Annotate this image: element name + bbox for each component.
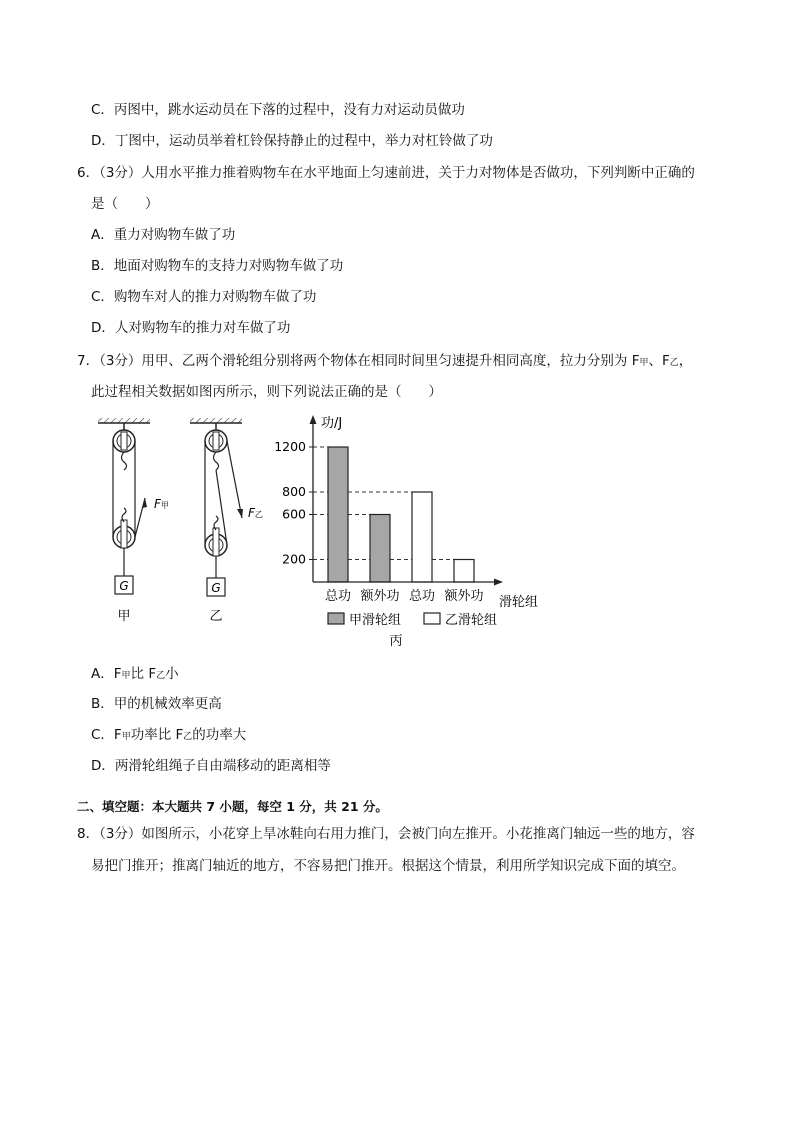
y-axis-arrow [310, 415, 317, 424]
q7-stem-line1: 7．（3分）用甲、乙两个滑轮组分别将两个物体在相同时间里匀速提升相同高度，拉力分别为 F甲、F乙， [77, 353, 693, 369]
pulley-yi [190, 418, 263, 624]
q6-option-c: C．购物车对人的推力对购物车做了功 [91, 289, 317, 305]
y-tick-label: 1200 [274, 439, 306, 454]
q5-option-c: C．丙图中，跳水运动员在下落的过程中，没有力对运动员做功 [91, 102, 465, 118]
q8-stem-line1: 8．（3分）如图所示，小花穿上旱冰鞋向右用力推门，会被门向左推开。小花推离门轴远一些的地方，容 [77, 826, 695, 842]
bar [412, 492, 432, 582]
caption-yi: 乙 [209, 609, 223, 624]
weight-label-yi: G [211, 581, 221, 595]
caption-bing: 丙 [389, 634, 403, 649]
q6-stem-line1: 6．（3分）人用水平推力推着购物车在水平地面上匀速前进，关于力对物体是否做功，下列判断中正确的 [77, 165, 695, 181]
force-label-yi: F乙 [248, 506, 263, 520]
legend-swatch [424, 613, 440, 624]
y-tick-label: 200 [282, 551, 306, 567]
x-tick-label: 总功 [408, 589, 436, 604]
y-tick-label: 800 [282, 484, 306, 499]
pulley-diagrams [90, 408, 290, 633]
q8-stem-line2: 易把门推开；推离门轴近的地方，不容易把门推开。根据这个情景，利用所学知识完成下面的填空。 [91, 858, 685, 874]
q7-option-d: D．两滑轮组绳子自由端移动的距离相等 [91, 758, 331, 774]
legend-swatch [328, 613, 344, 624]
q6-option-d: D．人对购物车的推力对车做了功 [91, 320, 291, 336]
bar [370, 515, 390, 583]
bar [454, 560, 474, 583]
weight-label-jia: G [119, 579, 129, 593]
q7-stem-line2: 此过程相关数据如图丙所示，则下列说法正确的是（ ） [91, 384, 442, 400]
legend-label: 甲滑轮组 [349, 613, 402, 628]
y-axis-label: 功/J [321, 416, 343, 431]
x-tick-label: 额外功 [444, 589, 484, 604]
q5-option-d: D．丁图中，运动员举着杠铃保持静止的过程中，举力对杠铃做了功 [91, 133, 493, 149]
x-tick-label: 总功 [324, 589, 352, 604]
bar [328, 447, 348, 582]
y-tick-label: 600 [282, 506, 306, 522]
force-label-jia: F甲 [154, 497, 169, 511]
x-axis-arrow [494, 579, 503, 586]
x-tick-label: 额外功 [360, 589, 400, 604]
x-axis-label: 滑轮组 [499, 595, 539, 610]
pulley-jia [98, 418, 169, 624]
legend-label: 乙滑轮组 [445, 613, 498, 628]
work-bar-chart [270, 405, 570, 660]
q7-option-b: B．甲的机械效率更高 [91, 696, 222, 712]
q6-option-b: B．地面对购物车的支持力对购物车做了功 [91, 258, 344, 274]
q6-stem-line2: 是（ ） [91, 196, 159, 212]
q6-option-a: A．重力对购物车做了功 [91, 227, 236, 243]
q7-option-c: C．F甲功率比 F乙的功率大 [91, 727, 247, 743]
caption-jia: 甲 [117, 609, 131, 624]
section-heading-fill-in: 二、填空题：本大题共 7 小题，每空 1 分，共 21 分。 [77, 799, 388, 814]
q7-option-a: A．F甲比 F乙小 [91, 666, 179, 682]
